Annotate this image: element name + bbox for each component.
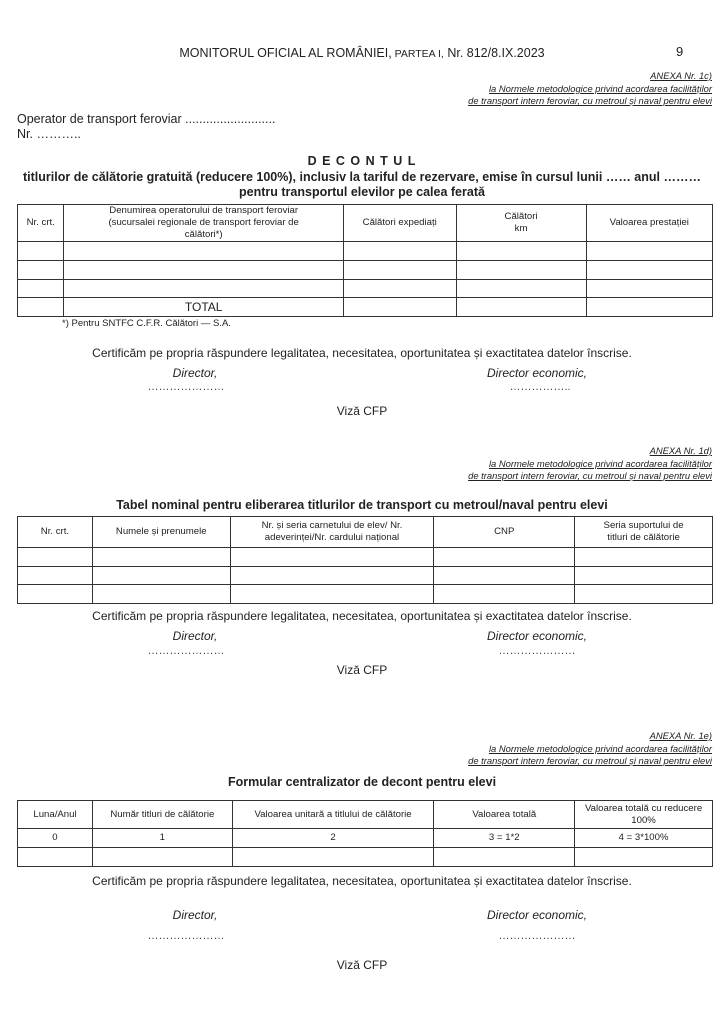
table-row bbox=[18, 567, 713, 585]
page-number: 9 bbox=[676, 44, 684, 59]
viza-cfp: Viză CFP bbox=[336, 404, 388, 418]
table-cell[interactable] bbox=[434, 567, 575, 585]
table-cell[interactable] bbox=[18, 585, 93, 604]
table-cell[interactable] bbox=[230, 567, 434, 585]
table-cell[interactable] bbox=[92, 848, 232, 867]
decont-table bbox=[17, 204, 713, 317]
table-header-row bbox=[18, 205, 713, 242]
annex-1c-line2: de transport intern feroviar, cu metroul și naval pentru elevi bbox=[468, 95, 712, 107]
column-header: Valoarea totală bbox=[434, 801, 575, 829]
director-signature-line[interactable]: ………………… bbox=[147, 930, 225, 942]
table-cell[interactable] bbox=[18, 298, 64, 317]
table-cell[interactable] bbox=[92, 585, 230, 604]
table-cell[interactable] bbox=[434, 585, 575, 604]
table-cell[interactable] bbox=[64, 242, 343, 261]
column-header: Luna/Anul bbox=[18, 801, 93, 829]
column-header: Valoarea prestației bbox=[586, 205, 712, 242]
operator-line: Operator de transport feroviar .......................... bbox=[17, 112, 276, 126]
table-cell[interactable] bbox=[64, 280, 343, 298]
table-cell[interactable] bbox=[575, 548, 713, 567]
table-row bbox=[18, 848, 713, 867]
director-economic-label: Director economic, bbox=[486, 908, 588, 922]
column-header: Număr titluri de călătorie bbox=[92, 801, 232, 829]
column-index: 2 bbox=[232, 829, 434, 848]
table-header-row bbox=[18, 801, 713, 829]
column-header: Numele și prenumele bbox=[92, 517, 230, 548]
table-cell[interactable] bbox=[18, 567, 93, 585]
director-economic-signature-line[interactable]: …………….. bbox=[509, 381, 571, 393]
director-label: Director, bbox=[172, 629, 218, 643]
director-label: Director, bbox=[172, 366, 218, 380]
table-cell[interactable] bbox=[575, 567, 713, 585]
annex-1e-title: ANEXA Nr. 1e) bbox=[649, 730, 712, 741]
column-index: 3 = 1*2 bbox=[434, 829, 575, 848]
table-cell[interactable] bbox=[18, 261, 64, 280]
decont-heading: D E C O N T U L bbox=[307, 154, 417, 168]
certification-text: Certificăm pe propria răspundere legalitatea, necesitatea, oportunitatea și exactitatea datelor înscrise. bbox=[92, 609, 632, 623]
decont-subheading-1: titlurilor de călătorie gratuită (reducere 100%), inclusiv la tariful de rezervare, emise în cursul lunii …… anul ……… bbox=[23, 170, 701, 184]
annex-1c-line1: la Normele metodologice privind acordarea facilităților bbox=[488, 82, 712, 94]
director-economic-label: Director economic, bbox=[486, 629, 588, 643]
table-cell[interactable] bbox=[434, 848, 575, 867]
table-cell[interactable] bbox=[18, 280, 64, 298]
table-cell[interactable] bbox=[575, 848, 713, 867]
table-cell[interactable] bbox=[18, 548, 93, 567]
director-signature-line[interactable]: ………………… bbox=[147, 645, 225, 657]
table-cell[interactable] bbox=[18, 848, 93, 867]
centralizator-table bbox=[17, 800, 713, 867]
table-row bbox=[18, 242, 713, 261]
annex-1c-title: ANEXA Nr. 1c) bbox=[650, 70, 712, 81]
director-label: Director, bbox=[172, 908, 218, 922]
annex-1d-line1: la Normele metodologice privind acordarea facilităților bbox=[488, 457, 712, 469]
annex-1e-line1: la Normele metodologice privind acordarea facilităților bbox=[488, 742, 712, 754]
table-cell[interactable] bbox=[343, 242, 456, 261]
annex-1d-title: ANEXA Nr. 1d) bbox=[649, 445, 712, 456]
table-row bbox=[18, 261, 713, 280]
table-cell[interactable] bbox=[575, 585, 713, 604]
certification-text: Certificăm pe propria răspundere legalitatea, necesitatea, oportunitatea și exactitatea datelor înscrise. bbox=[92, 874, 632, 888]
table-row bbox=[18, 548, 713, 567]
director-signature-line[interactable]: ………………… bbox=[147, 381, 225, 393]
table-cell[interactable] bbox=[456, 298, 586, 317]
column-header: Nr. și seria carnetului de elev/ Nr. adeverinței/Nr. cardului național bbox=[230, 517, 434, 548]
decont-subheading-2: pentru transportul elevilor pe calea ferată bbox=[239, 185, 485, 199]
table-cell[interactable] bbox=[92, 567, 230, 585]
director-economic-signature-line[interactable]: ………………… bbox=[498, 645, 576, 657]
annex-1e-line2: de transport intern feroviar, cu metroul și naval pentru elevi bbox=[468, 755, 712, 767]
table-cell[interactable] bbox=[230, 585, 434, 604]
column-header: Nr. crt. bbox=[18, 517, 93, 548]
table-cell[interactable] bbox=[230, 548, 434, 567]
table-cell[interactable] bbox=[92, 548, 230, 567]
certification-text: Certificăm pe propria răspundere legalitatea, necesitatea, oportunitatea și exactitatea datelor înscrise. bbox=[92, 346, 632, 360]
table-cell[interactable] bbox=[586, 242, 712, 261]
table-cell[interactable] bbox=[343, 280, 456, 298]
column-header: Valoarea totală cu reducere 100% bbox=[575, 801, 713, 829]
table-cell[interactable] bbox=[586, 280, 712, 298]
gazette-title: MONITORUL OFICIAL AL ROMÂNIEI, bbox=[179, 46, 392, 60]
nr-line: Nr. ……….. bbox=[17, 127, 81, 141]
tabel-nominal-heading: Tabel nominal pentru eliberarea titlurilor de transport cu metroul/naval pentru elevi bbox=[116, 498, 608, 512]
table-cell[interactable] bbox=[586, 298, 712, 317]
table-cell[interactable] bbox=[456, 280, 586, 298]
table-cell[interactable] bbox=[343, 261, 456, 280]
column-header: Valoarea unitară a titlului de călătorie bbox=[232, 801, 434, 829]
column-header: Călători km bbox=[456, 205, 586, 242]
director-economic-label: Director economic, bbox=[486, 366, 588, 380]
table-index-row bbox=[18, 829, 713, 848]
table-cell[interactable] bbox=[586, 261, 712, 280]
table-cell[interactable] bbox=[18, 242, 64, 261]
tabel-nominal-table bbox=[17, 516, 713, 604]
table-cell[interactable] bbox=[456, 242, 586, 261]
table-cell[interactable] bbox=[64, 261, 343, 280]
centralizator-heading: Formular centralizator de decont pentru elevi bbox=[227, 775, 497, 789]
annex-1d-line2: de transport intern feroviar, cu metroul și naval pentru elevi bbox=[468, 470, 712, 482]
column-index: 4 = 3*100% bbox=[575, 829, 713, 848]
table-cell[interactable] bbox=[434, 548, 575, 567]
table-row bbox=[18, 280, 713, 298]
viza-cfp: Viză CFP bbox=[336, 958, 388, 972]
table-total-row bbox=[18, 298, 713, 317]
table-cell[interactable] bbox=[456, 261, 586, 280]
director-economic-signature-line[interactable]: ………………… bbox=[498, 930, 576, 942]
annex-1d-reference bbox=[468, 445, 712, 483]
column-header: CNP bbox=[434, 517, 575, 548]
page-header bbox=[0, 46, 724, 60]
viza-cfp: Viză CFP bbox=[336, 663, 388, 677]
column-header: Nr. crt. bbox=[18, 205, 64, 242]
table-header-row bbox=[18, 517, 713, 548]
column-header: Denumirea operatorului de transport feroviar (sucursalei regionale de transport feroviar de călători*) bbox=[64, 205, 343, 242]
gazette-part: PARTEA I, bbox=[391, 48, 444, 60]
gazette-issue: Nr. 812/8.IX.2023 bbox=[443, 46, 545, 60]
table-row bbox=[18, 585, 713, 604]
total-label: TOTAL bbox=[64, 298, 343, 317]
annex-1e-reference bbox=[468, 730, 712, 768]
table-cell[interactable] bbox=[343, 298, 456, 317]
column-header: Seria suportului de titluri de călătorie bbox=[575, 517, 713, 548]
column-header: Călători expediați bbox=[343, 205, 456, 242]
column-index: 0 bbox=[18, 829, 93, 848]
table-cell[interactable] bbox=[232, 848, 434, 867]
column-index: 1 bbox=[92, 829, 232, 848]
footnote: *) Pentru SNTFC C.F.R. Călători — S.A. bbox=[62, 318, 231, 329]
annex-1c-reference bbox=[468, 70, 712, 108]
